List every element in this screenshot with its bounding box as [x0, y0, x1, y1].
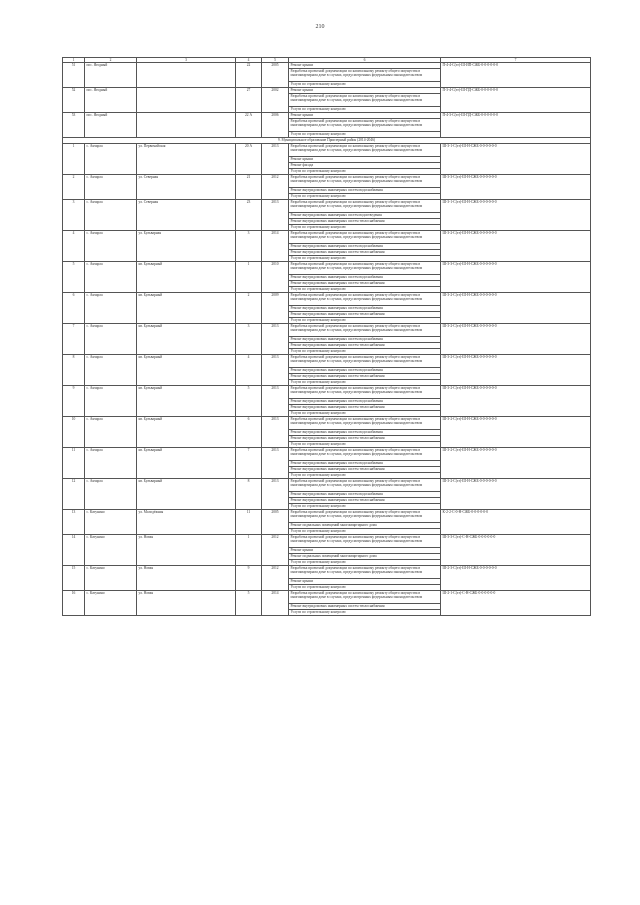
building-number-cell: 23 — [236, 200, 262, 231]
work-type-item: Разработка проектной документации по капитальному ремонту общего имущества в многоквартирном доме в случаях, предусмотренных федеральным законодательством — [289, 591, 440, 604]
settlement-cell: с. Акчарла — [85, 231, 137, 262]
table-row — [63, 113, 591, 138]
building-code-cell: К-2-2-С-0-Н-СЖБ-0-0-0-0-0-0 — [441, 510, 591, 535]
work-type-item: Услуги по строительному контролю — [290, 380, 346, 385]
row-number: 15 — [63, 566, 85, 591]
work-type-item: Услуги по строительному контролю — [290, 287, 346, 292]
work-type-item: Ремонт внутридомовых инженерных систем водоснабжения — [289, 430, 440, 436]
work-type-item: Услуги по строительному контролю — [290, 82, 346, 87]
year-cell: 2013 — [262, 479, 289, 510]
building-number-cell: 27 — [236, 88, 262, 113]
work-type-item: Ремонт внутридомовых инженерных систем водоснабжения — [289, 244, 440, 250]
work-types-cell — [289, 510, 441, 535]
building-number-cell: 1 — [236, 535, 262, 566]
settlement-cell: с. Катунино — [85, 566, 137, 591]
building-code-cell: Ш-3-2-С(зт)-Ш-Н-СЖБ-0-0-0-0-0-0 — [441, 417, 591, 448]
work-types-cell — [289, 535, 441, 566]
work-type-item: Ремонт внутридомовых инженерных систем водоснабжения — [289, 399, 440, 405]
building-number-cell: 22 — [236, 63, 262, 88]
building-code-cell: Ш-3-2-С(зт)-Ш-Н-СЖБ-0-0-0-0-0-0 — [441, 386, 591, 417]
building-number-cell: 9 — [236, 566, 262, 591]
table-row — [63, 355, 591, 386]
work-type-item: Ремонт внутридомовых инженерных систем водоснабжения — [289, 188, 440, 194]
table-row — [63, 448, 591, 479]
building-number-cell: 3 — [236, 231, 262, 262]
work-type-item: Услуги по строительному контролю — [290, 411, 346, 416]
work-types-cell — [289, 293, 441, 324]
work-type-item: Ремонт подвальных помещений многоквартирного дома — [289, 523, 440, 529]
work-type-item: Услуги по строительному контролю — [290, 169, 346, 174]
year-cell: 2010 — [262, 262, 289, 293]
work-type-item: Услуги по строительному контролю — [290, 610, 346, 615]
table-row — [63, 479, 591, 510]
settlement-cell: с. Акчарла — [85, 262, 137, 293]
work-type-item: Услуги по строительному контролю — [290, 132, 346, 137]
column-number: 3 — [137, 58, 236, 63]
work-type-item: Ремонт внутридомовых инженерных систем теплоснабжения — [289, 436, 440, 442]
work-type-item: Ремонт подвальных помещений многоквартирного дома — [289, 554, 440, 560]
work-type-item: Ремонт внутридомовых инженерных систем теплоснабжения — [289, 467, 440, 473]
settlement-cell: с. Акчарла — [85, 448, 137, 479]
street-cell: ул. Новая — [137, 566, 236, 591]
work-types-cell — [289, 262, 441, 293]
year-cell: 2006 — [262, 113, 289, 138]
work-type-item: Ремонт крыши — [289, 63, 440, 69]
year-cell: 2014 — [262, 591, 289, 616]
building-number-cell: 8 — [236, 479, 262, 510]
building-number-cell: 5 — [236, 386, 262, 417]
building-number-cell: 20 А — [236, 144, 262, 175]
building-code-cell: П-3-4-С(зт)-Ш-ПД-СЖБ-0-0-0-0-0-0 — [441, 88, 591, 113]
column-number: 7 — [441, 58, 591, 63]
building-number-cell: 5 — [236, 591, 262, 616]
work-type-item: Разработка проектной документации по капитальному ремонту общего имущества в многоквартирном доме в случаях, предусмотренных федеральным законодательством — [289, 262, 440, 275]
row-number: 16 — [63, 591, 85, 616]
row-number: 3 — [63, 200, 85, 231]
year-cell: 2013 — [262, 417, 289, 448]
work-type-item: Ремонт внутридомовых инженерных систем водоотведения — [289, 213, 440, 219]
building-code-cell: Ш-3-2-С(зт)-Ш-Н-СЖБ-0-0-0-0-0-0 — [441, 293, 591, 324]
building-number-cell: 4 — [236, 355, 262, 386]
row-number: 11 — [63, 448, 85, 479]
year-cell: 2013 — [262, 200, 289, 231]
street-cell: ул. Бульварная — [137, 231, 236, 262]
row-number: 53 — [63, 113, 85, 138]
work-types-cell — [289, 88, 441, 113]
building-number-cell: 21 — [236, 175, 262, 200]
settlement-cell: с. Акчарла — [85, 200, 137, 231]
building-code-cell: Ш-3-2-С(зт)-Ш-Н-СЖБ-0-0-0-0-0-0 — [441, 355, 591, 386]
work-type-item: Ремонт внутридомовых инженерных систем водоснабжения — [289, 461, 440, 467]
work-type-item: Услуги по строительному контролю — [290, 560, 346, 565]
row-number: 4 — [63, 231, 85, 262]
building-code-cell: Ш-2-1-С(зт)-С-Н-СЖБ-0-0-0-0-0-0 — [441, 591, 591, 616]
building-number-cell: 2 — [236, 293, 262, 324]
column-number: 5 — [262, 58, 289, 63]
row-number: 8 — [63, 355, 85, 386]
street-cell: ул. Новая — [137, 591, 236, 616]
row-number: 12 — [63, 479, 85, 510]
work-type-item: Разработка проектной документации по капитальному ремонту общего имущества в многоквартирном доме в случаях, предусмотренных федеральным законодательством — [289, 566, 440, 579]
street-cell: кв. Бульварный — [137, 417, 236, 448]
work-type-item: Услуги по строительному контролю — [290, 585, 346, 590]
row-number: 9 — [63, 386, 85, 417]
work-type-item: Ремонт фасада — [289, 163, 440, 169]
building-number-cell: 7 — [236, 448, 262, 479]
work-type-item: Ремонт крыши — [289, 113, 440, 119]
settlement-cell: с. Акчарла — [85, 417, 137, 448]
year-cell: 2013 — [262, 448, 289, 479]
street-cell: ул. Северная — [137, 175, 236, 200]
work-type-item: Разработка проектной документации по капитальному ремонту общего имущества в многоквартирном доме в случаях, предусмотренных федеральным законодательством — [289, 175, 440, 188]
settlement-cell: с. Акчарла — [85, 479, 137, 510]
street-cell: кв. Бульварный — [137, 386, 236, 417]
street-cell: кв. Бульварный — [137, 448, 236, 479]
row-number: 51 — [63, 63, 85, 88]
work-type-item: Ремонт крыши — [289, 579, 440, 585]
work-type-item: Разработка проектной документации по капитальному ремонту общего имущества в многоквартирном доме в случаях, предусмотренных федеральным законодательством — [289, 119, 440, 132]
building-number-cell: 3 — [236, 324, 262, 355]
work-type-item: Ремонт внутридомовых инженерных систем водоснабжения — [289, 337, 440, 343]
settlement-cell: с. Акчарла — [85, 175, 137, 200]
row-number: 2 — [63, 175, 85, 200]
row-number: 6 — [63, 293, 85, 324]
year-cell: 2013 — [262, 324, 289, 355]
table-row — [63, 88, 591, 113]
table-row — [63, 175, 591, 200]
work-type-item: Услуги по строительному контролю — [290, 349, 346, 354]
settlement-cell: с. Акчарла — [85, 324, 137, 355]
work-type-item: Разработка проектной документации по капитальному ремонту общего имущества в многоквартирном доме в случаях, предусмотренных федеральным законодательством — [289, 69, 440, 82]
building-code-cell: Ш-3-2-С(зт)-Ш-Н-СЖБ-0-0-0-0-0-0 — [441, 479, 591, 510]
building-code-cell: Ш-3-2-С(зт)-Ш-Н-СЖБ-0-0-0-0-0-0 — [441, 324, 591, 355]
table-row — [63, 591, 591, 616]
table-row — [63, 510, 591, 535]
table-row — [63, 144, 591, 175]
street-cell — [137, 113, 236, 138]
column-number: 6 — [289, 58, 441, 63]
section-title: 9. Муниципальное образование Приозерный район (2014-2046) — [63, 138, 591, 144]
street-cell: ул. Новая — [137, 535, 236, 566]
work-type-item: Услуги по строительному контролю — [290, 473, 346, 478]
work-type-item: Ремонт внутридомовых инженерных систем теплоснабжения — [289, 219, 440, 225]
work-type-item: Услуги по строительному контролю — [290, 107, 346, 112]
year-cell: 2012 — [262, 566, 289, 591]
street-cell: кв. Бульварный — [137, 262, 236, 293]
row-number: 52 — [63, 88, 85, 113]
work-type-item: Ремонт внутридомовых инженерных систем теплоснабжения — [289, 604, 440, 610]
work-type-item: Услуги по строительному контролю — [290, 529, 346, 534]
table-row — [63, 566, 591, 591]
work-type-item: Ремонт внутридомовых инженерных систем теплоснабжения — [289, 374, 440, 380]
work-type-item: Разработка проектной документации по капитальному ремонту общего имущества в многоквартирном доме в случаях, предусмотренных федеральным законодательством — [289, 293, 440, 306]
work-types-cell — [289, 591, 441, 616]
settlement-cell: с. Катунино — [85, 510, 137, 535]
year-cell: 2013 — [262, 386, 289, 417]
work-types-cell — [289, 63, 441, 88]
building-number-cell: 22 А — [236, 113, 262, 138]
work-types-cell — [289, 324, 441, 355]
work-type-item: Разработка проектной документации по капитальному ремонту общего имущества в многоквартирном доме в случаях, предусмотренных федеральным законодательством — [289, 324, 440, 337]
work-type-item: Услуги по строительному контролю — [290, 318, 346, 323]
work-type-item: Ремонт внутридомовых инженерных систем теплоснабжения — [289, 343, 440, 349]
settlement-cell: пос. Ягодный — [85, 63, 137, 88]
work-types-cell — [289, 231, 441, 262]
street-cell: кв. Бульварный — [137, 293, 236, 324]
street-cell: ул. Первомайская — [137, 144, 236, 175]
work-type-item: Ремонт внутридомовых инженерных систем водоснабжения — [289, 492, 440, 498]
table-row — [63, 386, 591, 417]
settlement-cell: с. Акчарла — [85, 355, 137, 386]
work-types-cell — [289, 144, 441, 175]
work-type-item: Ремонт внутридомовых инженерных систем теплоснабжения — [289, 498, 440, 504]
settlement-cell: с. Акчарла — [85, 293, 137, 324]
work-types-cell — [289, 386, 441, 417]
building-code-cell: Ш-3-3-С(зт)-Ш-Н-СЖБ-0-0-0-0-0-0 — [441, 175, 591, 200]
table-row — [63, 63, 591, 88]
year-cell: 2013 — [262, 355, 289, 386]
work-type-item: Услуги по строительному контролю — [290, 504, 346, 509]
row-number: 13 — [63, 510, 85, 535]
year-cell: 2005 — [262, 510, 289, 535]
year-cell: 2012 — [262, 535, 289, 566]
work-types-cell — [289, 355, 441, 386]
table-row — [63, 535, 591, 566]
work-types-cell — [289, 113, 441, 138]
table-row — [63, 231, 591, 262]
building-code-cell: П-4-3-С(зт)-Ш-ПД-СЖБ-0-0-0-0-0-0 — [441, 113, 591, 138]
work-type-item: Услуги по строительному контролю — [290, 225, 346, 230]
settlement-cell: пос. Ягодный — [85, 113, 137, 138]
row-number: 1 — [63, 144, 85, 175]
work-type-item: Разработка проектной документации по капитальному ремонту общего имущества в многоквартирном доме в случаях, предусмотренных федеральным законодательством — [289, 231, 440, 244]
settlement-cell: пос. Ягодный — [85, 88, 137, 113]
table-row — [63, 417, 591, 448]
settlement-cell: с. Катунино — [85, 591, 137, 616]
building-number-cell: 1 — [236, 262, 262, 293]
work-types-cell — [289, 566, 441, 591]
year-cell: 2009 — [262, 293, 289, 324]
work-type-item: Услуги по строительному контролю — [290, 442, 346, 447]
building-code-cell: Ш-2-3-С(зт)-Ш-Н-СЖБ-0-0-0-0-0-0 — [441, 566, 591, 591]
work-type-item: Услуги по строительному контролю — [290, 256, 346, 261]
work-type-item: Разработка проектной документации по капитальному ремонту общего имущества в многоквартирном доме в случаях, предусмотренных федеральным законодательством — [289, 479, 440, 492]
capital-repair-register-table — [62, 57, 591, 616]
building-number-cell: 11 — [236, 510, 262, 535]
work-types-cell — [289, 448, 441, 479]
work-type-item: Ремонт внутридомовых инженерных систем теплоснабжения — [289, 312, 440, 318]
year-cell: 2002 — [262, 88, 289, 113]
building-code-cell: Ш-3-1-С(зт)-Ш-Н-СЖБ-0-0-0-0-0-0 — [441, 200, 591, 231]
row-number: 5 — [63, 262, 85, 293]
work-type-item: Ремонт внутридомовых инженерных систем теплоснабжения — [289, 405, 440, 411]
row-number: 7 — [63, 324, 85, 355]
work-type-item: Услуги по строительному контролю — [290, 194, 346, 199]
work-type-item: Разработка проектной документации по капитальному ремонту общего имущества в многоквартирном доме в случаях, предусмотренных федеральным законодательством — [289, 355, 440, 368]
work-type-item: Разработка проектной документации по капитальному ремонту общего имущества в многоквартирном доме в случаях, предусмотренных федеральным законодательством — [289, 94, 440, 107]
column-number: 2 — [85, 58, 137, 63]
work-type-item: Ремонт крыши — [289, 548, 440, 554]
table-row — [63, 200, 591, 231]
work-type-item: Разработка проектной документации по капитальному ремонту общего имущества в многоквартирном доме в случаях, предусмотренных федеральным законодательством — [289, 535, 440, 548]
work-type-item: Разработка проектной документации по капитальному ремонту общего имущества в многоквартирном доме в случаях, предусмотренных федеральным законодательством — [289, 386, 440, 399]
row-number: 14 — [63, 535, 85, 566]
street-cell: кв. Бульварный — [137, 324, 236, 355]
work-type-item: Ремонт внутридомовых инженерных систем теплоснабжения — [289, 250, 440, 256]
page-number: 210 — [315, 24, 325, 30]
street-cell: кв. Бульварный — [137, 479, 236, 510]
work-types-cell — [289, 479, 441, 510]
building-code-cell: Ш-3-3-С(зт)-С-Н-СЖБ-0-0-0-0-0-0 — [441, 535, 591, 566]
building-code-cell: Ш-3-2-С(зт)-Ш-Н-СЖБ-0-0-0-0-0-0 — [441, 231, 591, 262]
work-type-item: Ремонт крыши — [289, 157, 440, 163]
street-cell: ул. Северная — [137, 200, 236, 231]
year-cell: 2014 — [262, 231, 289, 262]
work-type-item: Разработка проектной документации по капитальному ремонту общего имущества в многоквартирном доме в случаях, предусмотренных федеральным законодательством — [289, 144, 440, 157]
work-types-cell — [289, 200, 441, 231]
work-type-item: Разработка проектной документации по капитальному ремонту общего имущества в многоквартирном доме в случаях, предусмотренных федеральным законодательством — [289, 417, 440, 430]
settlement-cell: с. Акчарла — [85, 386, 137, 417]
work-type-item: Ремонт внутридомовых инженерных систем водоснабжения — [289, 368, 440, 374]
building-code-cell: Ш-3-2-С(зт)-Ш-Н-СЖБ-0-0-0-0-0-0 — [441, 448, 591, 479]
work-types-cell — [289, 417, 441, 448]
work-type-item: Разработка проектной документации по капитальному ремонту общего имущества в многоквартирном доме в случаях, предусмотренных федеральным законодательством — [289, 200, 440, 213]
work-types-cell — [289, 175, 441, 200]
work-type-item: Ремонт внутридомовых инженерных систем водоснабжения — [289, 275, 440, 281]
street-cell: кв. Бульварный — [137, 355, 236, 386]
work-type-item: Разработка проектной документации по капитальному ремонту общего имущества в многоквартирном доме в случаях, предусмотренных федеральным законодательством — [289, 510, 440, 523]
building-number-cell: 6 — [236, 417, 262, 448]
street-cell: ул. Молодёжная — [137, 510, 236, 535]
building-code-cell: Ш-3-3-С(зт)-Ш-Н-СЖБ-0-0-0-0-0-0 — [441, 262, 591, 293]
work-type-item: Ремонт внутридомовых инженерных систем теплоснабжения — [289, 281, 440, 287]
street-cell — [137, 88, 236, 113]
street-cell — [137, 63, 236, 88]
row-number: 10 — [63, 417, 85, 448]
building-code-cell: Ш-3-1-С(зт)-Ш-Н-СЖБ-0-0-0-0-0-0 — [441, 144, 591, 175]
year-cell: 2012 — [262, 175, 289, 200]
settlement-cell: с. Акчарла — [85, 144, 137, 175]
year-cell: 2013 — [262, 144, 289, 175]
table-row — [63, 293, 591, 324]
table-row — [63, 262, 591, 293]
column-number: 1 — [63, 58, 85, 63]
building-code-cell: П-4-4-С(зт)-Ш-ИП-СЖБ-0-0-0-0-0-0 — [441, 63, 591, 88]
work-type-item: Ремонт внутридомовых инженерных систем водоснабжения — [289, 306, 440, 312]
column-number: 4 — [236, 58, 262, 63]
settlement-cell: с. Катунино — [85, 535, 137, 566]
table-row — [63, 324, 591, 355]
year-cell: 2005 — [262, 63, 289, 88]
work-type-item: Ремонт крыши — [289, 88, 440, 94]
work-type-item: Разработка проектной документации по капитальному ремонту общего имущества в многоквартирном доме в случаях, предусмотренных федеральным законодательством — [289, 448, 440, 461]
